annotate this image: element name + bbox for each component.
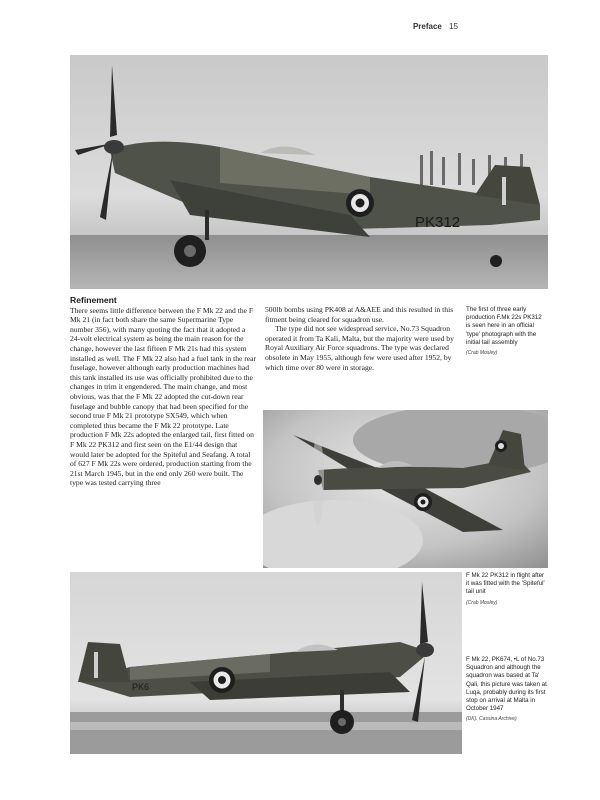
- article-paragraph-2: 500lb bombs using PK408 at A&AEE and this resulted in this fitment being cleared for squadron use.: [265, 305, 454, 324]
- caption-1-text: The first of three early production F.Mk 22s PK312 is seen here in an official 'type' photograph with the initial tail assembly: [466, 306, 542, 346]
- photo-spitfire-malta: [70, 572, 462, 754]
- page-number: 15: [449, 22, 458, 31]
- serial-pk6: PK6: [132, 682, 150, 692]
- caption-3-credit: (DK). Cassina Archive): [466, 716, 517, 723]
- serial-pk312: PK312: [415, 214, 461, 231]
- caption-2-credit: (Crab Mosley): [466, 599, 498, 606]
- caption-1-credit: (Crab Mosley): [466, 350, 498, 357]
- photo-spitfire-flight: [263, 410, 548, 568]
- photo-caption-3: [466, 656, 548, 724]
- photo-spitfire-flight-image: [263, 410, 548, 568]
- article-paragraph-3: The type did not see widespread service, No.73 Squadron operated it from Ta Kali, Malta, but the majority were used by Royal Auxiliary Air Force squadrons. The type was declared obsolete in May 1955, although few were used after 1952, by which time over 80 were in storage.: [265, 324, 454, 372]
- photo-caption-2: [466, 572, 546, 607]
- photo-spitfire-ground-image: [70, 55, 548, 289]
- running-head-section: Preface: [412, 22, 442, 31]
- caption-2-text: F Mk 22 PK312 in flight after it was fitted with the 'Spiteful' tail unit: [466, 572, 545, 596]
- photo-spitfire-ground: [70, 55, 548, 289]
- running-head: [413, 22, 458, 31]
- article-column-1: [70, 296, 257, 488]
- photo-caption-1: [466, 306, 546, 357]
- caption-3-text: F Mk 22, PK674, •L of No.73 Squadron and although the squadron was based at Ta' Qali, this picture was taken at Luqa, probably during its first stop on arrival at Malta in October 1947: [466, 656, 547, 713]
- section-heading: Refinement: [70, 295, 117, 305]
- article-paragraph-1: There seems little difference between the F Mk 22 and the F Mk 21 (in fact both share the same Supermarine Type number 356), with many quoting the fact that it adopted a 24-volt electrical system as being the main reason for the change, however the last fifteen F Mk 21s had this system installed as well. The F Mk 22 also had a fuel tank in the rear fuselage, however although early production machines had this tank installed its use was officially prohibited due to the changes in trim it engendered. The main change, and most obvious, was that the F Mk 22 adopted the cut-down rear fuselage and bubble canopy that had been specified for the second true F Mk 21 prototype SX549, which when completed thus became the F Mk 22 prototype. Late production F Mk 22s adopted the enlarged tail, first fitted on F Mk 22 PK312 and first seen on the E1/44 design that would later be adopted for the Spiteful and Seafang. A total of 627 F Mk 22s were ordered, production starting from the 21st March 1945, but in the end only 260 were built. The type was tested carrying three: [70, 305, 257, 488]
- article-column-2: [265, 305, 455, 372]
- photo-spitfire-malta-image: [70, 572, 462, 754]
